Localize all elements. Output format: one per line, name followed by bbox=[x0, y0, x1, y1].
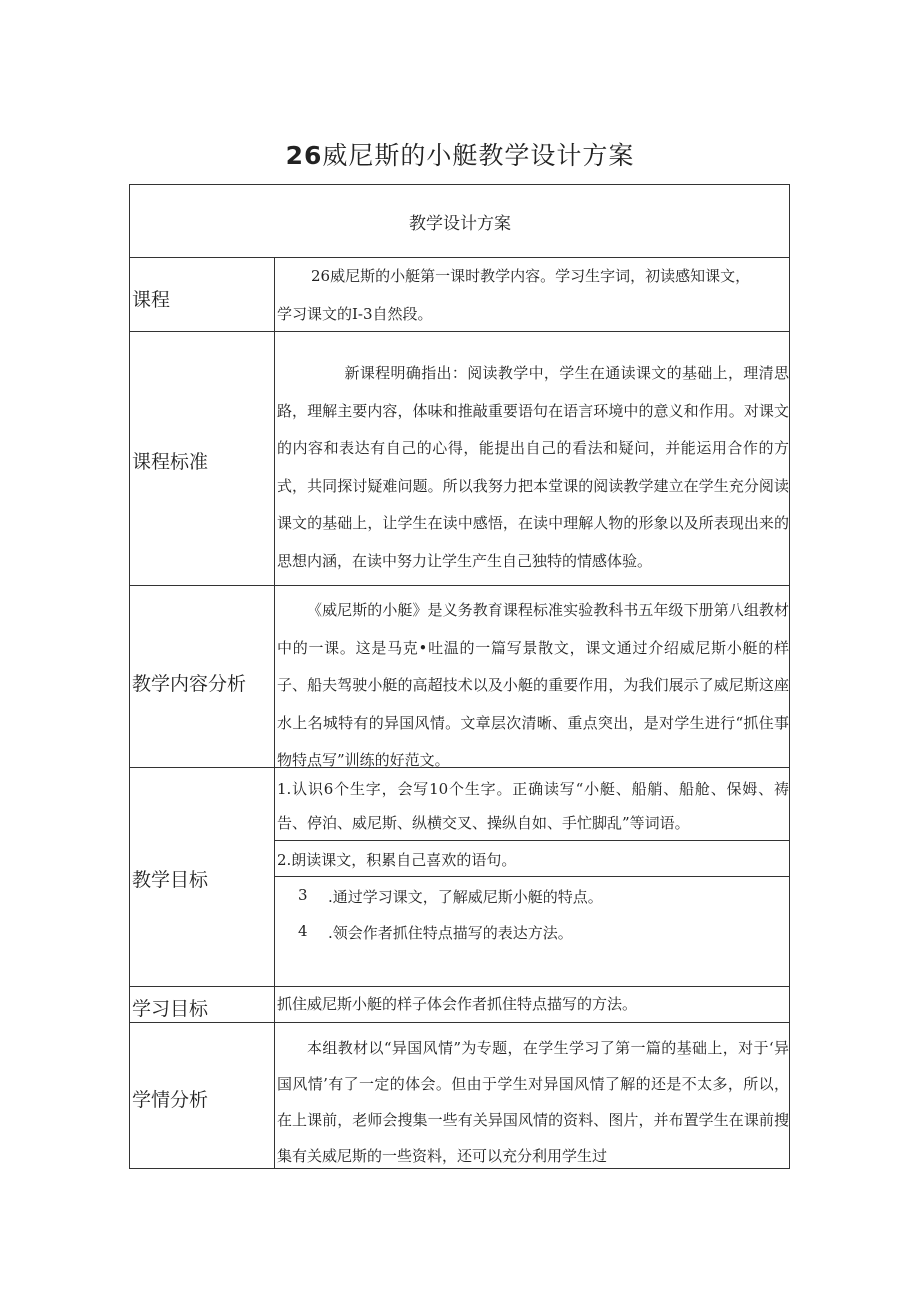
document-title bbox=[0, 136, 920, 172]
goal-2: 2.朗读课文，积累自己喜欢的语句。 bbox=[277, 851, 517, 869]
row-divider bbox=[129, 585, 790, 586]
situation-content bbox=[277, 1030, 789, 1174]
table-header: 教学设计方案 bbox=[409, 214, 511, 234]
course-line-1: 26威尼斯的小艇第一课时教学内容。学习生字词，初读感知课文， bbox=[311, 267, 751, 285]
analysis-text: 《威尼斯的小艇》是义务教育课程标准实验教科书五年级下册第八组教材中的一课。这是马克•吐温的一篇写景散文，课文通过介绍威尼斯小艇的样子、船夫驾驶小艇的高超技术以及小艇的重要作用，为我们展示了威尼斯这座水上名城特有的异国风情。文章层次清晰、重点突出，是对学生进行“抓住事物特点写”训练的好范文。 bbox=[277, 601, 789, 769]
goal-divider bbox=[274, 840, 790, 841]
goal-4-number: 4 bbox=[298, 922, 308, 940]
label-learning: 学习目标 bbox=[132, 998, 209, 1020]
goal-3-number: 3 bbox=[298, 886, 308, 904]
label-goals: 教学目标 bbox=[132, 869, 209, 891]
analysis-content bbox=[277, 592, 789, 780]
course-line-2: 学习课文的I-3自然段。 bbox=[277, 304, 433, 323]
situation-text: 本组教材以“异国风情”为专题，在学生学习了第一篇的基础上，对于‘异国风情’有了一定的体会。但由于学生对异国风情了解的还是不太多，所以，在上课前，老师会搜集一些有关异国风情的资料、图片，并布置学生在课前搜集有关威尼斯的一些资料，还可以充分利用学生过 bbox=[277, 1039, 789, 1165]
goal-4-text: .领会作者抓住特点描写的表达方法。 bbox=[328, 924, 573, 942]
column-divider bbox=[274, 257, 275, 1169]
label-analysis: 教学内容分析 bbox=[132, 673, 247, 695]
goal-3-text: .通过学习课文，了解威尼斯小艇的特点。 bbox=[328, 888, 603, 906]
course-content bbox=[277, 258, 789, 333]
standard-content bbox=[277, 355, 789, 580]
title-text: 威尼斯的小艇教学设计方案 bbox=[322, 141, 635, 170]
learning-text: 抓住威尼斯小艇的样子体会作者抓住特点描写的方法。 bbox=[277, 995, 638, 1013]
label-standard: 课程标准 bbox=[132, 451, 209, 473]
label-situation: 学情分析 bbox=[132, 1089, 209, 1111]
title-number: 26 bbox=[285, 141, 323, 170]
goal-1: 1.认识6个生字，会写10个生字。正确读写“小艇、船艄、船舱、保姆、祷告、停泊、威尼斯、纵横交叉、操纵自如、手忙脚乱”等词语。 bbox=[277, 780, 789, 832]
standard-text: 新课程明确指出：阅读教学中，学生在通读课文的基础上，理清思路，理解主要内容，体味和推敲重要语句在语言环境中的意义和作用。对课文的内容和表达有自己的心得，能提出自己的看法和疑问，并能运用合作的方式，共同探讨疑难问题。所以我努力把本堂课的阅读教学建立在学生充分阅读课文的基础上，让学生在读中感悟，在读中理解人物的形象以及所表现出来的思想内涵，在读中努力让学生产生自己独特的情感体验。 bbox=[277, 364, 789, 570]
row-divider bbox=[129, 1022, 790, 1023]
label-course: 课程 bbox=[132, 289, 171, 311]
